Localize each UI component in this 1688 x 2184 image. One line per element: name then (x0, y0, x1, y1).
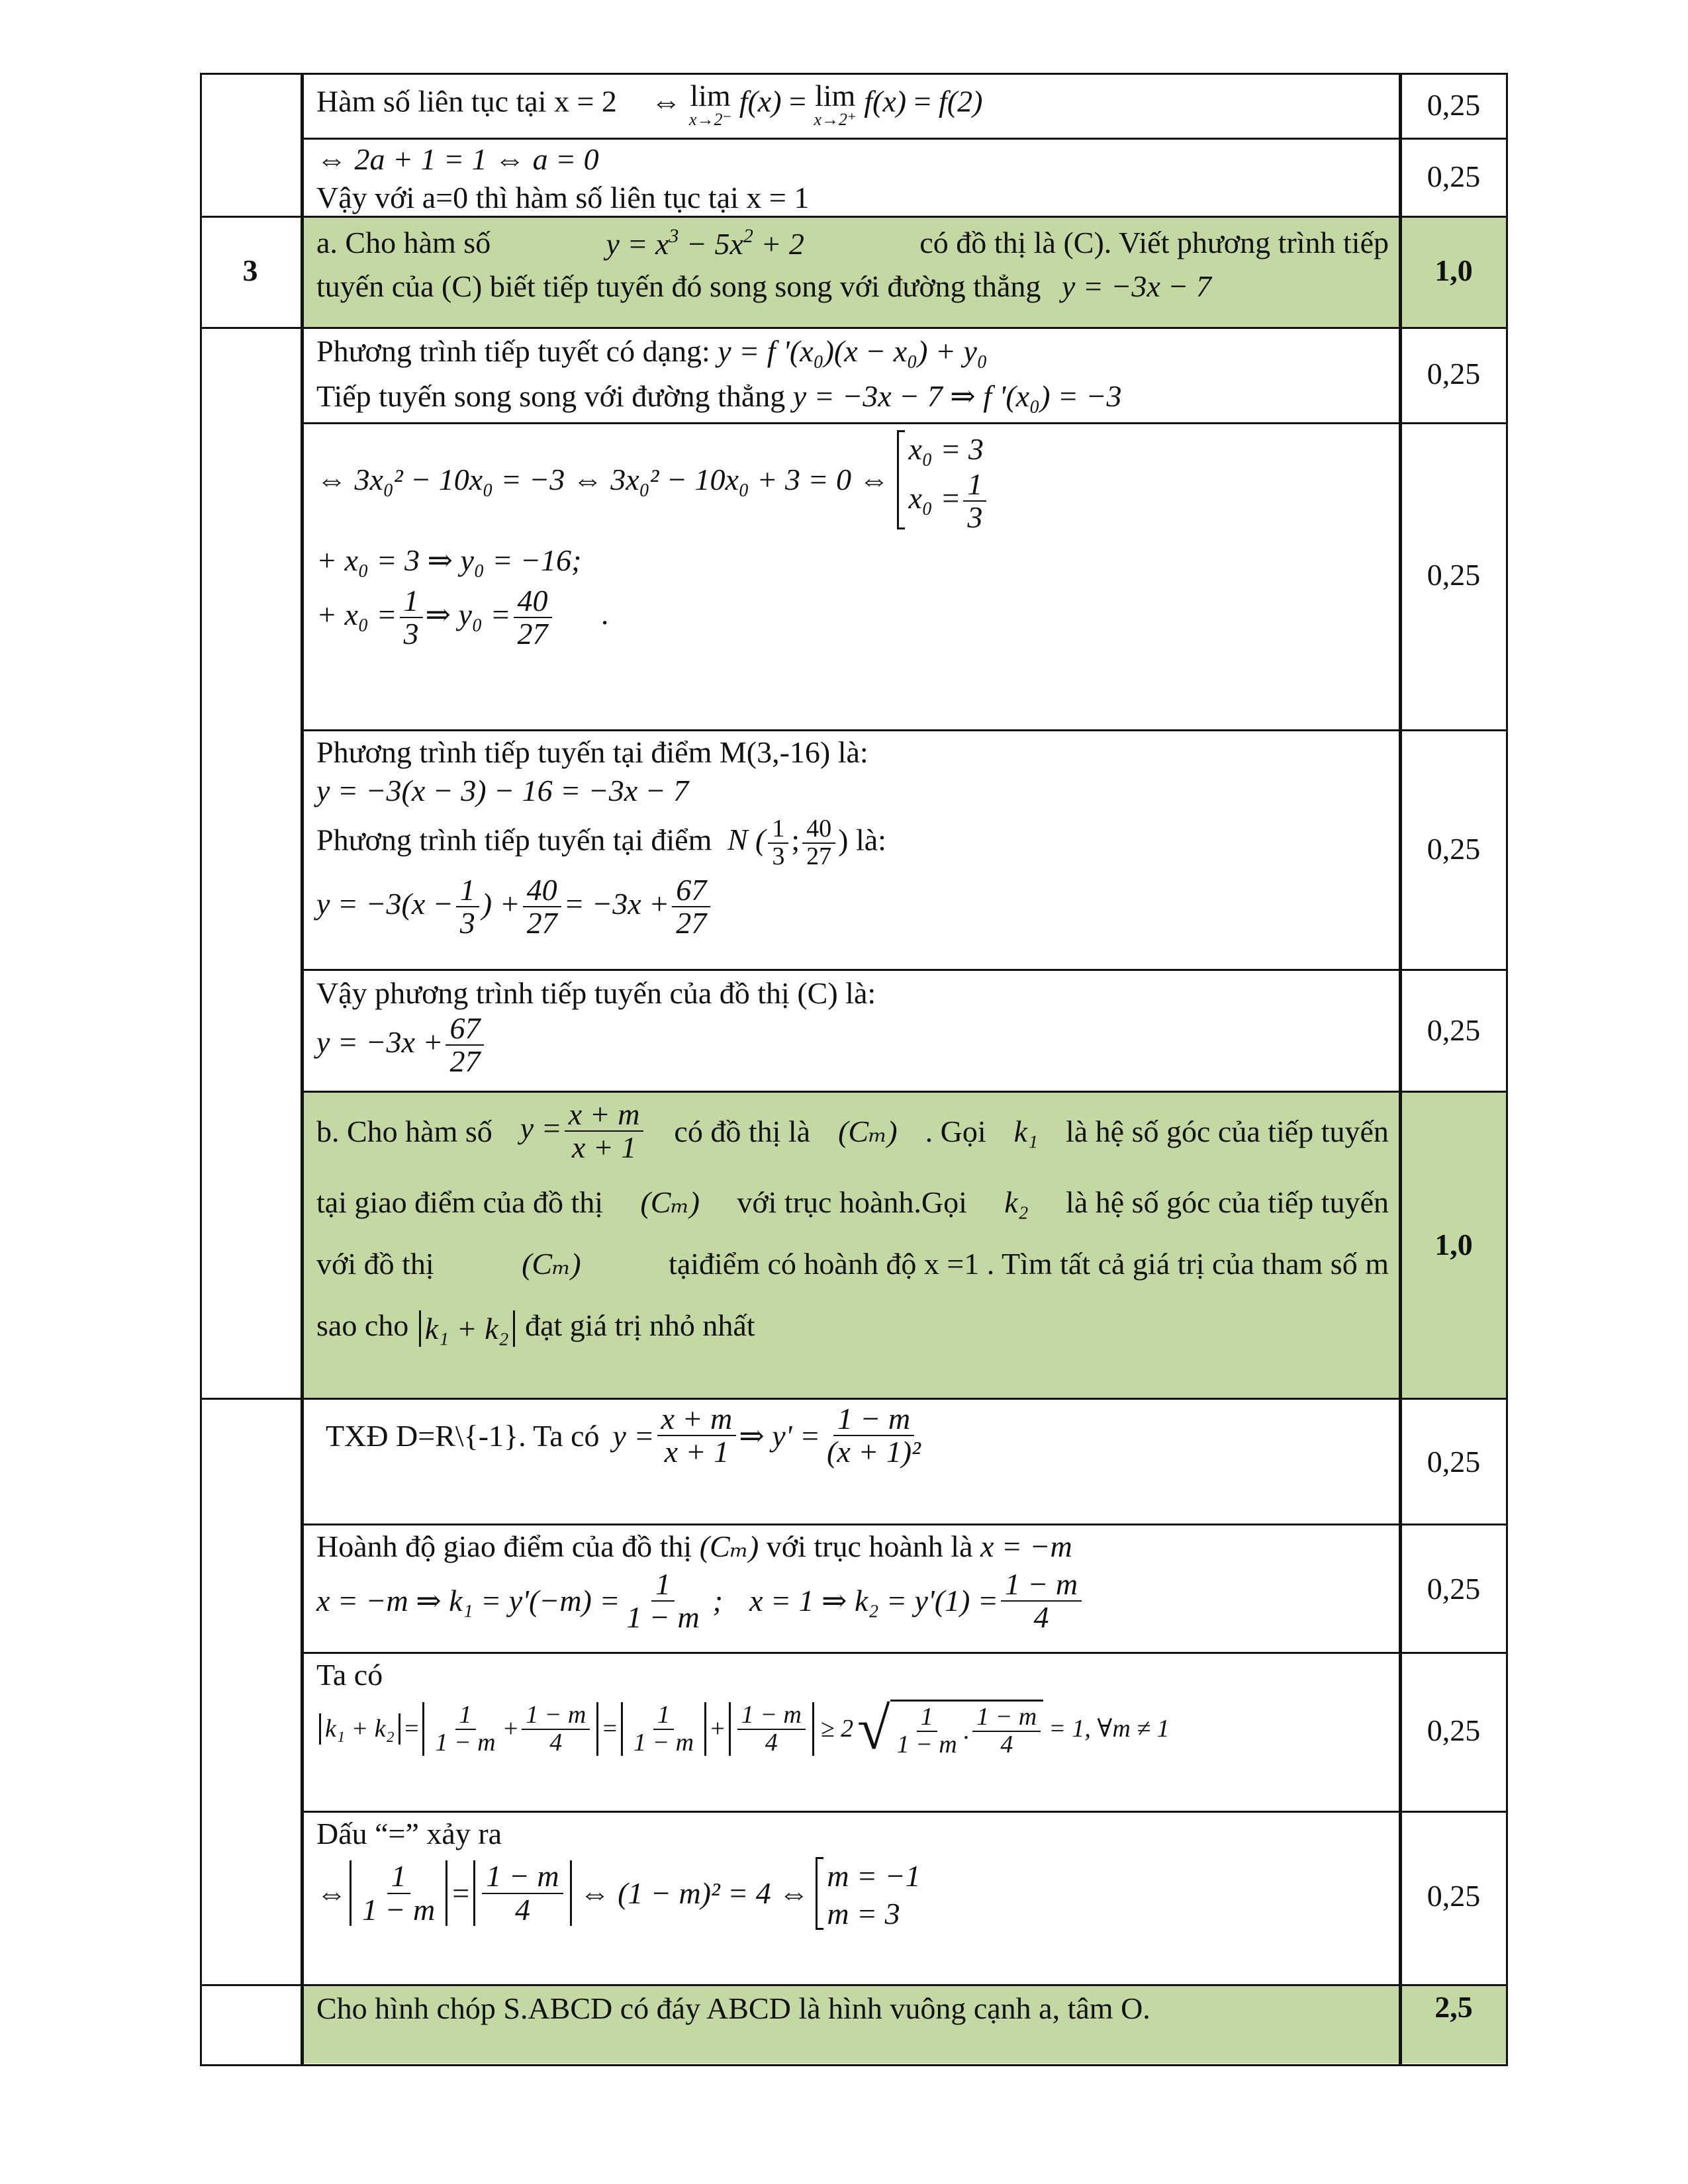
lim-label: lim (814, 79, 856, 113)
den: 4 (1000, 1731, 1013, 1758)
eq-part: ) + (481, 886, 520, 921)
score: 1,0 (1434, 1228, 1473, 1261)
den: 27 (676, 906, 707, 940)
den: 4 (1033, 1600, 1049, 1634)
k2: k₂ (1004, 1185, 1029, 1219)
tangent-form: y = f '(x₀)(x − x₀) + y₀ (718, 334, 988, 368)
cm: (Cₘ) (522, 1246, 581, 1281)
den: 3 (459, 906, 475, 940)
den: 27 (806, 842, 832, 870)
q3b-text: đạt giá trị nhỏ nhất (525, 1308, 755, 1342)
eq-part: = −3x + (563, 886, 670, 921)
row4-content (316, 332, 1122, 415)
num: x + m (565, 1099, 644, 1132)
sep: ; (712, 1584, 723, 1618)
k-sum-abs (419, 1310, 515, 1347)
q3b-text: tại giao điểm của đồ thị (316, 1185, 604, 1219)
q3b-text: b. Cho hàm số (316, 1114, 492, 1148)
case-1: + x₀ = 3 ⇒ y₀ = −16; (316, 543, 582, 577)
num: x + m (657, 1403, 737, 1436)
row-line (301, 138, 1508, 140)
line-eq: y = −3x − 7 (1061, 269, 1211, 303)
column-divider-1 (301, 73, 304, 2066)
case-2 (316, 585, 989, 651)
text: Ta có (316, 1658, 383, 1692)
q3b-text: có đồ thị là (674, 1114, 811, 1148)
eq-part: y = −3x + (316, 1024, 444, 1059)
num: 40 (514, 585, 552, 618)
num: 1 (387, 1860, 410, 1893)
conclusion: Vậy với a=0 thì hàm số liên tục tại x = 1 (316, 180, 810, 214)
row-line (301, 969, 1508, 971)
op: = (450, 1876, 471, 1910)
op: ≥ 2 (820, 1714, 854, 1743)
abs (621, 1702, 706, 1756)
num: 67 (672, 874, 710, 907)
num: 1 (653, 1702, 674, 1730)
score: 0,25 (1427, 1879, 1481, 1913)
question-3b (316, 1099, 1389, 1347)
score: 0,25 (1427, 357, 1481, 390)
solution: m = 3 (827, 1897, 900, 1931)
row-line (301, 1652, 1508, 1654)
point-N: N ( (727, 823, 766, 857)
op: = (402, 1714, 420, 1743)
row-line (301, 1091, 1508, 1093)
left-border (200, 73, 202, 2066)
text: Hoành độ giao điểm của đồ thị (316, 1529, 692, 1563)
den: 1 − m (896, 1731, 957, 1758)
den: 3 (772, 842, 785, 870)
case-label: + x₀ = (316, 597, 397, 631)
den: 1 − m (362, 1892, 436, 1927)
row11-content (316, 1656, 1170, 1762)
k-sum: k₁ + k₂ (325, 1714, 395, 1743)
den: 1 − m (633, 1728, 694, 1756)
score: 1,0 (1434, 253, 1473, 287)
score: 0,25 (1427, 1713, 1481, 1747)
row1-content: Hàm số liên tục tại x = 2 ⇔ lim x→2⁻ f(x) = lim x→2⁺ f(x) = f(2) (316, 79, 983, 129)
sep: ; (791, 823, 800, 857)
text: Tiếp tuyến song song với đường thẳng (316, 379, 786, 413)
fx: f(x) (864, 84, 907, 118)
den: 3 (967, 500, 983, 534)
num: 1 (917, 1704, 937, 1732)
cm: (Cₘ) (640, 1185, 700, 1219)
q3b-text: . Gọi (925, 1114, 986, 1148)
slope-eq: y = −3x − 7 ⇒ f '(x₀) = −3 (792, 379, 1122, 413)
op: ⇔ (1 − m)² = 4 ⇔ (579, 1876, 810, 1910)
num: 1 (456, 874, 479, 907)
abs (729, 1702, 814, 1756)
answer-table (200, 73, 1508, 2066)
den: x + 1 (571, 1130, 637, 1165)
num: 1 − m (972, 1704, 1041, 1732)
num: 1 (651, 1569, 675, 1602)
num: 1 − m (737, 1702, 806, 1730)
num: 67 (445, 1013, 484, 1046)
equation: ⇔ 2a + 1 = 1 ⇔ a = 0 (316, 142, 599, 176)
score: 2,5 (1434, 1990, 1473, 2024)
row2-content (316, 140, 809, 216)
score: 0,25 (1427, 159, 1481, 193)
label: ) là: (838, 823, 886, 857)
op: + (502, 1714, 520, 1743)
solution-bracket (816, 1857, 920, 1930)
root (908, 469, 989, 534)
op: ⇔ (316, 1876, 347, 1910)
num: 1 − m (1001, 1569, 1082, 1602)
row-line (200, 2064, 1508, 2066)
q3b-text: với trục hoành.Gọi (737, 1185, 967, 1219)
implies: ⇒ y₀ = (425, 597, 511, 631)
den: 1 − m (435, 1728, 496, 1756)
tangent-at-M: Phương trình tiếp tuyến tại điểm M(3,-16) là: (316, 735, 868, 769)
conclusion: Vậy phương trình tiếp tuyến của đồ thị (C) là: (316, 976, 876, 1010)
num: 1 − m (522, 1702, 590, 1730)
lim-label: lim (690, 79, 731, 113)
abs (319, 1713, 400, 1745)
score: 0,25 (1427, 1445, 1481, 1479)
abs (422, 1702, 598, 1756)
abs (473, 1860, 571, 1926)
num: 40 (523, 874, 561, 907)
op: = (601, 1714, 618, 1743)
text: Phương trình tiếp tuyết có dạng: (316, 334, 710, 368)
root-label: x₀ = (908, 480, 961, 515)
op: = 1, ∀m ≠ 1 (1049, 1714, 1170, 1743)
score: 0,25 (1427, 1013, 1481, 1047)
num: 1 (400, 585, 423, 618)
row-line (301, 1811, 1508, 1813)
text: với trục hoành là (766, 1529, 973, 1563)
quadratic-eq: ⇔ 3x₀² − 10x₀ = −3 ⇔ 3x₀² − 10x₀ + 3 = 0 ⇔ (316, 463, 890, 497)
solution: m = −1 (827, 1858, 921, 1893)
den: 4 (514, 1892, 530, 1927)
lim-sub: x→2⁺ (814, 110, 857, 129)
k1-calc: x = −m ⇒ k₁ = y'(−m) = (316, 1584, 620, 1618)
limit-left (689, 81, 731, 128)
k-sum: k₁ + k₂ (424, 1311, 509, 1345)
cm: (Cₘ) (838, 1114, 898, 1148)
question-number: 3 (242, 253, 258, 287)
question-4: Cho hình chóp S.ABCD có đáy ABCD là hình vuông cạnh a, tâm O. (316, 1991, 1150, 2025)
root: x₀ = 3 (908, 432, 984, 466)
row-line (301, 729, 1508, 731)
eq-part: ⇒ y' = (739, 1418, 821, 1453)
den: 4 (549, 1728, 563, 1756)
num: 1 (455, 1702, 476, 1730)
abs (350, 1860, 447, 1926)
row7-content (316, 974, 876, 1077)
q3a-text: có đồ thị là (C). Viết phương trình tiếp (919, 226, 1389, 259)
row9-content (326, 1403, 927, 1469)
f2: f(2) (939, 84, 983, 118)
eq-part: y = −3(x − (316, 886, 453, 921)
score: 0,25 (1427, 1572, 1481, 1606)
den: 27 (449, 1044, 481, 1078)
den: 4 (765, 1728, 778, 1756)
op: . (963, 1717, 970, 1745)
domain-text: TXĐ D=R\{-1}. Ta có (326, 1418, 600, 1453)
row-line (301, 1524, 1508, 1525)
op: + (709, 1714, 726, 1743)
q3b-text: sao cho (316, 1308, 409, 1342)
row-line (301, 422, 1508, 424)
continuity-text: Hàm số liên tục tại x = 2 (316, 84, 617, 118)
x-eq: x = −m (980, 1529, 1072, 1563)
fx: f(x) (739, 84, 782, 118)
q3a-text: a. Cho hàm số (316, 226, 491, 259)
lim-sub: x→2⁻ (688, 110, 732, 129)
num: 1 − m (482, 1860, 563, 1893)
num: 1 − m (833, 1403, 914, 1436)
num: 40 (802, 816, 835, 844)
q3b-text: là hệ số góc của tiếp tuyến (1065, 1114, 1389, 1148)
row-line (200, 1398, 1508, 1400)
row-line (200, 73, 1508, 75)
den: 1 − m (626, 1600, 700, 1634)
score: 0,25 (1427, 88, 1481, 122)
k2-calc: x = 1 ⇒ k₂ = y'(1) = (749, 1584, 998, 1618)
function-eq: y = $\frac{x + m}{x + 1}$ (520, 1099, 647, 1164)
row6-content (316, 733, 886, 939)
q3b-text: là hệ số góc của tiếp tuyến (1066, 1185, 1389, 1219)
score: 0,25 (1427, 558, 1481, 592)
row-line (200, 1984, 1508, 1986)
den: 27 (526, 906, 557, 940)
num: 1 (768, 816, 788, 844)
solution-bracket (897, 430, 989, 534)
den: x + 1 (664, 1435, 729, 1469)
tangent-at-N: Phương trình tiếp tuyến tại điểm (316, 823, 712, 857)
k1: k₁ (1013, 1114, 1038, 1148)
eq-part: y = (612, 1418, 655, 1453)
den: (x + 1)² (827, 1435, 921, 1469)
score: 0,25 (1427, 832, 1481, 866)
tangent-eq-M: y = −3(x − 3) − 16 = −3x − 7 (316, 773, 689, 807)
q3a-text: tuyến của (C) biết tiếp tuyến đó song song với đường thẳng (316, 269, 1041, 303)
den: 27 (517, 616, 548, 651)
row12-content (316, 1815, 921, 1930)
row10-content (316, 1527, 1084, 1633)
q3b-text: tạiđiểm có hoành độ x =1 . Tìm tất cả giá trị của tham số m (669, 1246, 1389, 1281)
question-3a (316, 224, 1389, 305)
limit-right (814, 81, 856, 128)
num: 1 (963, 469, 986, 502)
den: 3 (403, 616, 419, 651)
row-line (200, 327, 1508, 329)
sqrt: √ $\frac{1}{1 - m}$ . $\frac{1 - m}{4}$ (857, 1700, 1043, 1759)
dot: . (602, 597, 610, 631)
tangent-eq-N (316, 874, 886, 940)
cm: (Cₘ) (699, 1529, 759, 1563)
function-eq: $y = x^3 - 5x^2 + 2$ (606, 225, 804, 261)
text: Dấu “=” xảy ra (316, 1817, 502, 1850)
q3b-text: với đồ thị (316, 1246, 434, 1281)
final-tangent (316, 1013, 876, 1078)
row5-content (316, 430, 989, 650)
